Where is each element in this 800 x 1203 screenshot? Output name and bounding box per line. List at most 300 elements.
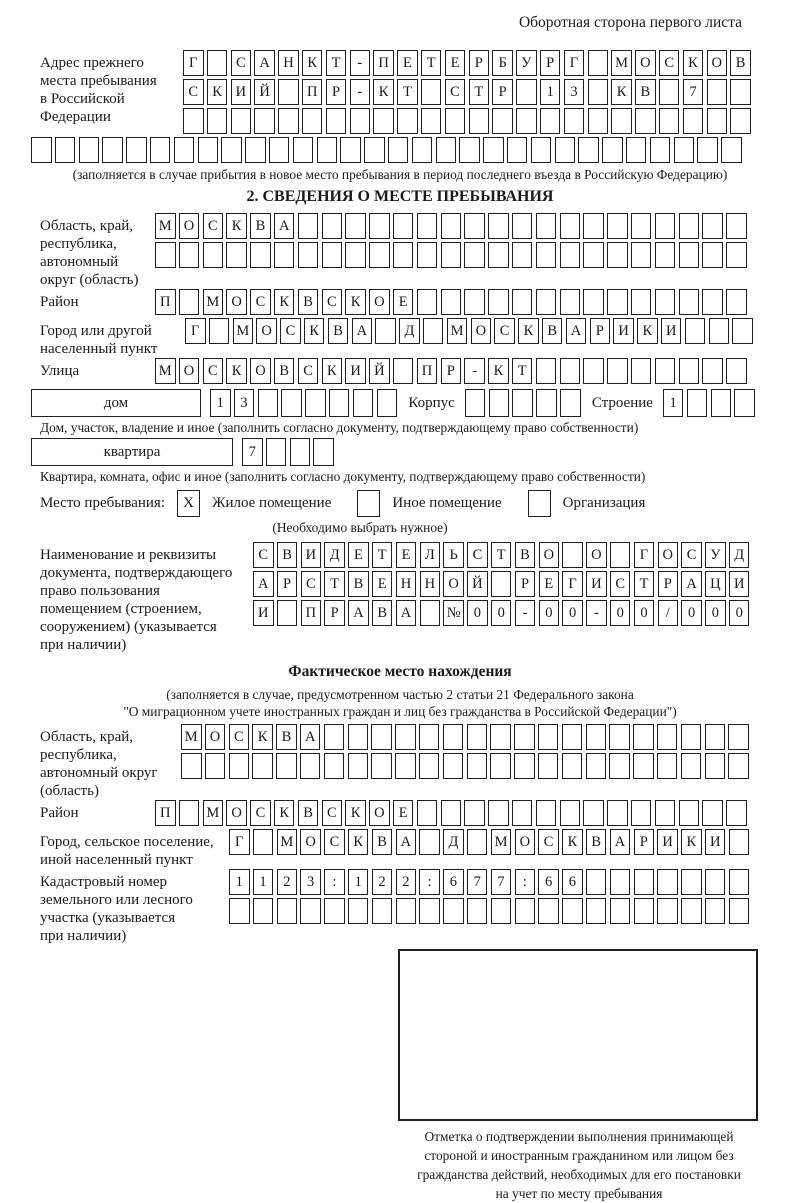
form-cell[interactable]	[419, 829, 440, 855]
form-cell[interactable]	[441, 289, 462, 315]
form-cell[interactable]: К	[252, 724, 273, 750]
form-cell[interactable]	[659, 108, 680, 134]
form-cell[interactable]: Р	[324, 600, 345, 626]
form-cell[interactable]	[726, 358, 747, 384]
form-cell[interactable]: А	[566, 318, 587, 344]
form-cell[interactable]	[631, 358, 652, 384]
form-cell[interactable]	[469, 108, 490, 134]
form-cell[interactable]: О	[471, 318, 492, 344]
form-cell[interactable]	[655, 800, 676, 826]
form-cell[interactable]	[393, 213, 414, 239]
form-cell[interactable]: С	[659, 50, 680, 76]
form-cell[interactable]: 1	[348, 869, 369, 895]
form-cell[interactable]: О	[635, 50, 656, 76]
form-cell[interactable]	[588, 79, 609, 105]
form-cell[interactable]	[657, 869, 678, 895]
form-cell[interactable]: 0	[729, 600, 750, 626]
form-cell[interactable]	[417, 800, 438, 826]
form-cell[interactable]	[679, 213, 700, 239]
form-cell[interactable]: О	[369, 289, 390, 315]
form-cell[interactable]	[277, 600, 298, 626]
form-cell[interactable]	[488, 213, 509, 239]
form-cell[interactable]: Г	[634, 542, 655, 568]
form-cell[interactable]	[683, 108, 704, 134]
form-cell[interactable]	[633, 753, 654, 779]
form-cell[interactable]: П	[155, 800, 176, 826]
form-cell[interactable]: К	[226, 213, 247, 239]
form-cell[interactable]	[490, 724, 511, 750]
form-cell[interactable]: Н	[396, 571, 417, 597]
form-cell[interactable]: С	[231, 50, 252, 76]
form-cell[interactable]	[734, 389, 755, 417]
form-cell[interactable]	[419, 724, 440, 750]
form-cell[interactable]	[711, 389, 732, 417]
form-cell[interactable]	[464, 800, 485, 826]
form-cell[interactable]	[353, 389, 374, 417]
form-cell[interactable]	[583, 358, 604, 384]
form-cell[interactable]: О	[586, 542, 607, 568]
form-cell[interactable]	[655, 289, 676, 315]
form-cell[interactable]	[254, 108, 275, 134]
form-cell[interactable]	[226, 242, 247, 268]
form-cell[interactable]: 0	[491, 600, 512, 626]
form-cell[interactable]: -	[464, 358, 485, 384]
form-cell[interactable]: Г	[229, 829, 250, 855]
form-cell[interactable]: 0	[467, 600, 488, 626]
form-cell[interactable]: И	[705, 829, 726, 855]
form-cell[interactable]	[687, 389, 708, 417]
form-cell[interactable]	[562, 898, 583, 924]
form-cell[interactable]	[417, 213, 438, 239]
form-cell[interactable]: 1	[663, 389, 684, 417]
form-cell[interactable]: С	[253, 542, 274, 568]
form-cell[interactable]	[467, 724, 488, 750]
form-cell[interactable]: Р	[540, 50, 561, 76]
form-cell[interactable]	[231, 108, 252, 134]
form-cell[interactable]: О	[707, 50, 728, 76]
form-cell[interactable]	[515, 898, 536, 924]
form-cell[interactable]	[464, 242, 485, 268]
form-cell[interactable]: Т	[469, 79, 490, 105]
form-cell[interactable]	[179, 800, 200, 826]
form-cell[interactable]	[396, 898, 417, 924]
form-cell[interactable]: В	[298, 289, 319, 315]
form-cell[interactable]: Р	[590, 318, 611, 344]
form-cell[interactable]	[326, 108, 347, 134]
form-cell[interactable]	[393, 242, 414, 268]
form-cell[interactable]	[317, 137, 338, 163]
form-cell[interactable]: К	[637, 318, 658, 344]
form-cell[interactable]	[298, 242, 319, 268]
form-cell[interactable]: К	[348, 829, 369, 855]
form-cell[interactable]	[278, 79, 299, 105]
form-cell[interactable]: А	[348, 600, 369, 626]
form-cell[interactable]	[258, 389, 279, 417]
form-cell[interactable]: В	[276, 724, 297, 750]
form-cell[interactable]	[322, 213, 343, 239]
form-cell[interactable]	[681, 869, 702, 895]
form-cell[interactable]: Д	[399, 318, 420, 344]
form-cell[interactable]: В	[586, 829, 607, 855]
form-cell[interactable]	[179, 242, 200, 268]
form-cell[interactable]	[659, 79, 680, 105]
form-cell[interactable]	[300, 753, 321, 779]
form-cell[interactable]: Т	[397, 79, 418, 105]
form-cell[interactable]	[583, 213, 604, 239]
form-cell[interactable]: Д	[443, 829, 464, 855]
form-cell[interactable]: 7	[683, 79, 704, 105]
form-cell[interactable]	[697, 137, 718, 163]
form-cell[interactable]: У	[516, 50, 537, 76]
form-cell[interactable]	[369, 213, 390, 239]
form-cell[interactable]	[634, 869, 655, 895]
form-cell[interactable]: И	[613, 318, 634, 344]
form-cell[interactable]	[489, 389, 510, 417]
form-cell[interactable]	[707, 79, 728, 105]
form-cell[interactable]: М	[233, 318, 254, 344]
form-cell[interactable]	[441, 213, 462, 239]
form-cell[interactable]	[395, 724, 416, 750]
form-cell[interactable]: С	[250, 800, 271, 826]
form-cell[interactable]	[681, 753, 702, 779]
form-cell[interactable]: :	[419, 869, 440, 895]
form-cell[interactable]	[253, 829, 274, 855]
form-cell[interactable]	[702, 289, 723, 315]
form-cell[interactable]: К	[562, 829, 583, 855]
form-cell[interactable]	[421, 108, 442, 134]
form-cell[interactable]: К	[302, 50, 323, 76]
form-cell[interactable]	[393, 358, 414, 384]
form-cell[interactable]	[726, 213, 747, 239]
form-cell[interactable]: О	[226, 800, 247, 826]
form-cell[interactable]	[491, 898, 512, 924]
form-cell[interactable]: А	[274, 213, 295, 239]
form-cell[interactable]	[538, 753, 559, 779]
form-cell[interactable]	[329, 389, 350, 417]
form-cell[interactable]	[253, 898, 274, 924]
form-cell[interactable]	[324, 898, 345, 924]
form-cell[interactable]	[610, 869, 631, 895]
form-cell[interactable]	[419, 898, 440, 924]
form-cell[interactable]	[375, 318, 396, 344]
form-cell[interactable]: В	[250, 213, 271, 239]
form-cell[interactable]	[397, 108, 418, 134]
form-cell[interactable]	[705, 898, 726, 924]
form-cell[interactable]: 3	[300, 869, 321, 895]
form-cell[interactable]: К	[274, 800, 295, 826]
form-cell[interactable]	[290, 438, 311, 466]
form-cell[interactable]	[536, 289, 557, 315]
form-cell[interactable]: Ц	[705, 571, 726, 597]
form-cell[interactable]: Р	[326, 79, 347, 105]
form-cell[interactable]: Т	[512, 358, 533, 384]
form-cell[interactable]	[412, 137, 433, 163]
form-cell[interactable]	[536, 213, 557, 239]
form-cell[interactable]	[607, 213, 628, 239]
form-cell[interactable]: Л	[420, 542, 441, 568]
form-cell[interactable]	[679, 358, 700, 384]
form-cell[interactable]: Й	[254, 79, 275, 105]
form-cell[interactable]	[348, 898, 369, 924]
form-cell[interactable]	[607, 242, 628, 268]
form-cell[interactable]: О	[179, 213, 200, 239]
form-cell[interactable]	[183, 108, 204, 134]
form-cell[interactable]: С	[203, 213, 224, 239]
form-cell[interactable]: 7	[491, 869, 512, 895]
form-cell[interactable]: 3	[234, 389, 255, 417]
form-cell[interactable]	[174, 137, 195, 163]
form-cell[interactable]	[702, 213, 723, 239]
form-cell[interactable]: И	[301, 542, 322, 568]
form-cell[interactable]: А	[352, 318, 373, 344]
form-cell[interactable]	[126, 137, 147, 163]
form-cell[interactable]	[607, 800, 628, 826]
form-cell[interactable]	[229, 898, 250, 924]
form-cell[interactable]: Т	[491, 542, 512, 568]
form-cell[interactable]: Е	[539, 571, 560, 597]
form-cell[interactable]	[488, 242, 509, 268]
form-cell[interactable]: А	[254, 50, 275, 76]
form-cell[interactable]	[516, 108, 537, 134]
form-cell[interactable]: И	[661, 318, 682, 344]
form-cell[interactable]	[726, 289, 747, 315]
form-cell[interactable]: -	[586, 600, 607, 626]
form-cell[interactable]	[516, 79, 537, 105]
form-cell[interactable]: Е	[393, 800, 414, 826]
form-cell[interactable]: 2	[277, 869, 298, 895]
form-cell[interactable]	[512, 289, 533, 315]
form-cell[interactable]: Р	[658, 571, 679, 597]
form-cell[interactable]: С	[538, 829, 559, 855]
form-cell[interactable]: С	[467, 542, 488, 568]
form-cell[interactable]: -	[515, 600, 536, 626]
form-cell[interactable]	[631, 800, 652, 826]
form-cell[interactable]: 1	[210, 389, 231, 417]
form-cell[interactable]: К	[611, 79, 632, 105]
form-cell[interactable]: Г	[562, 571, 583, 597]
form-cell[interactable]	[492, 108, 513, 134]
form-cell[interactable]	[155, 242, 176, 268]
form-cell[interactable]	[562, 753, 583, 779]
form-cell[interactable]: С	[322, 800, 343, 826]
form-cell[interactable]	[721, 137, 742, 163]
form-cell[interactable]: К	[304, 318, 325, 344]
form-cell[interactable]: Р	[469, 50, 490, 76]
form-cell[interactable]	[609, 724, 630, 750]
form-cell[interactable]	[55, 137, 76, 163]
form-cell[interactable]	[348, 724, 369, 750]
form-cell[interactable]: О	[539, 542, 560, 568]
form-cell[interactable]	[588, 108, 609, 134]
form-cell[interactable]	[340, 137, 361, 163]
form-cell[interactable]: Р	[515, 571, 536, 597]
form-cell[interactable]: А	[396, 829, 417, 855]
form-cell[interactable]	[269, 137, 290, 163]
form-cell[interactable]: В	[542, 318, 563, 344]
form-cell[interactable]: В	[348, 571, 369, 597]
form-cell[interactable]: А	[681, 571, 702, 597]
form-cell[interactable]: Р	[277, 571, 298, 597]
form-cell[interactable]	[322, 242, 343, 268]
form-cell[interactable]	[679, 800, 700, 826]
form-cell[interactable]: П	[155, 289, 176, 315]
form-cell[interactable]	[441, 800, 462, 826]
form-cell[interactable]	[250, 242, 271, 268]
form-cell[interactable]	[512, 800, 533, 826]
form-cell[interactable]	[488, 289, 509, 315]
form-cell[interactable]: М	[155, 358, 176, 384]
form-cell[interactable]: :	[324, 869, 345, 895]
form-cell[interactable]: С	[229, 724, 250, 750]
form-cell[interactable]: 0	[562, 600, 583, 626]
form-cell[interactable]	[674, 137, 695, 163]
form-cell[interactable]	[445, 108, 466, 134]
form-cell[interactable]	[705, 753, 726, 779]
form-cell[interactable]	[631, 289, 652, 315]
form-cell[interactable]: М	[611, 50, 632, 76]
form-cell[interactable]	[729, 869, 750, 895]
form-cell[interactable]	[583, 242, 604, 268]
form-cell[interactable]	[610, 542, 631, 568]
form-cell[interactable]	[512, 389, 533, 417]
form-cell[interactable]: М	[203, 800, 224, 826]
form-cell[interactable]	[514, 753, 535, 779]
form-cell[interactable]: В	[298, 800, 319, 826]
form-cell[interactable]	[443, 898, 464, 924]
form-cell[interactable]	[198, 137, 219, 163]
form-cell[interactable]	[388, 137, 409, 163]
form-cell[interactable]: К	[518, 318, 539, 344]
form-cell[interactable]: С	[322, 289, 343, 315]
form-cell[interactable]: О	[205, 724, 226, 750]
form-cell[interactable]: Т	[326, 50, 347, 76]
form-cell[interactable]	[464, 213, 485, 239]
form-cell[interactable]	[465, 389, 486, 417]
form-cell[interactable]	[364, 137, 385, 163]
form-cell[interactable]: Й	[467, 571, 488, 597]
form-cell[interactable]	[179, 289, 200, 315]
form-cell[interactable]: 2	[396, 869, 417, 895]
form-cell[interactable]: Е	[348, 542, 369, 568]
form-cell[interactable]: 0	[634, 600, 655, 626]
form-cell[interactable]	[555, 137, 576, 163]
form-cell[interactable]	[560, 289, 581, 315]
form-cell[interactable]: М	[155, 213, 176, 239]
form-cell[interactable]	[586, 898, 607, 924]
form-cell[interactable]: М	[491, 829, 512, 855]
form-cell[interactable]: Ь	[443, 542, 464, 568]
form-cell[interactable]	[560, 389, 581, 417]
form-cell[interactable]: С	[681, 542, 702, 568]
form-cell[interactable]: М	[277, 829, 298, 855]
form-cell[interactable]	[79, 137, 100, 163]
form-cell[interactable]	[207, 50, 228, 76]
form-cell[interactable]	[726, 800, 747, 826]
form-cell[interactable]	[609, 753, 630, 779]
form-cell[interactable]	[560, 358, 581, 384]
form-cell[interactable]: 3	[564, 79, 585, 105]
form-cell[interactable]	[491, 571, 512, 597]
form-cell[interactable]	[562, 724, 583, 750]
form-cell[interactable]	[685, 318, 706, 344]
form-cell[interactable]	[705, 869, 726, 895]
form-cell[interactable]	[709, 318, 730, 344]
form-cell[interactable]: И	[729, 571, 750, 597]
form-cell[interactable]	[467, 753, 488, 779]
form-cell[interactable]: И	[586, 571, 607, 597]
form-cell[interactable]: Е	[397, 50, 418, 76]
form-cell[interactable]	[726, 242, 747, 268]
form-cell[interactable]	[302, 108, 323, 134]
form-cell[interactable]: Р	[492, 79, 513, 105]
form-cell[interactable]: Г	[185, 318, 206, 344]
form-cell[interactable]	[634, 898, 655, 924]
form-cell[interactable]: А	[610, 829, 631, 855]
form-cell[interactable]: :	[515, 869, 536, 895]
form-cell[interactable]	[611, 108, 632, 134]
form-cell[interactable]: В	[515, 542, 536, 568]
form-cell[interactable]	[657, 724, 678, 750]
form-cell[interactable]: Т	[324, 571, 345, 597]
form-cell[interactable]	[423, 318, 444, 344]
form-cell[interactable]	[583, 800, 604, 826]
form-cell[interactable]: 6	[562, 869, 583, 895]
form-cell[interactable]: Й	[369, 358, 390, 384]
form-cell[interactable]	[564, 108, 585, 134]
form-cell[interactable]	[221, 137, 242, 163]
form-cell[interactable]	[728, 753, 749, 779]
form-cell[interactable]	[560, 800, 581, 826]
form-cell[interactable]	[313, 438, 334, 466]
form-cell[interactable]	[655, 213, 676, 239]
form-cell[interactable]	[102, 137, 123, 163]
form-cell[interactable]	[345, 242, 366, 268]
form-cell[interactable]	[488, 800, 509, 826]
form-cell[interactable]: И	[253, 600, 274, 626]
form-cell[interactable]: В	[635, 79, 656, 105]
form-cell[interactable]	[419, 753, 440, 779]
form-cell[interactable]: О	[179, 358, 200, 384]
form-cell[interactable]: 2	[372, 869, 393, 895]
form-cell[interactable]	[702, 242, 723, 268]
form-cell[interactable]	[583, 289, 604, 315]
form-cell[interactable]	[655, 242, 676, 268]
form-cell[interactable]	[324, 724, 345, 750]
form-cell[interactable]: В	[274, 358, 295, 384]
form-cell[interactable]: С	[610, 571, 631, 597]
form-cell[interactable]: 6	[538, 869, 559, 895]
form-cell[interactable]	[507, 137, 528, 163]
form-cell[interactable]: Т	[421, 50, 442, 76]
form-cell[interactable]: -	[350, 50, 371, 76]
form-cell[interactable]	[252, 753, 273, 779]
form-cell[interactable]: С	[445, 79, 466, 105]
form-cell[interactable]	[560, 242, 581, 268]
form-cell[interactable]	[631, 213, 652, 239]
form-cell[interactable]: Р	[441, 358, 462, 384]
form-cell[interactable]: 0	[539, 600, 560, 626]
form-cell[interactable]	[181, 753, 202, 779]
form-cell[interactable]	[728, 724, 749, 750]
form-cell[interactable]	[586, 724, 607, 750]
form-cell[interactable]	[607, 289, 628, 315]
form-cell[interactable]	[650, 137, 671, 163]
form-cell[interactable]	[514, 724, 535, 750]
form-cell[interactable]	[538, 724, 559, 750]
form-cell[interactable]	[607, 358, 628, 384]
form-cell[interactable]: О	[515, 829, 536, 855]
form-cell[interactable]	[707, 108, 728, 134]
